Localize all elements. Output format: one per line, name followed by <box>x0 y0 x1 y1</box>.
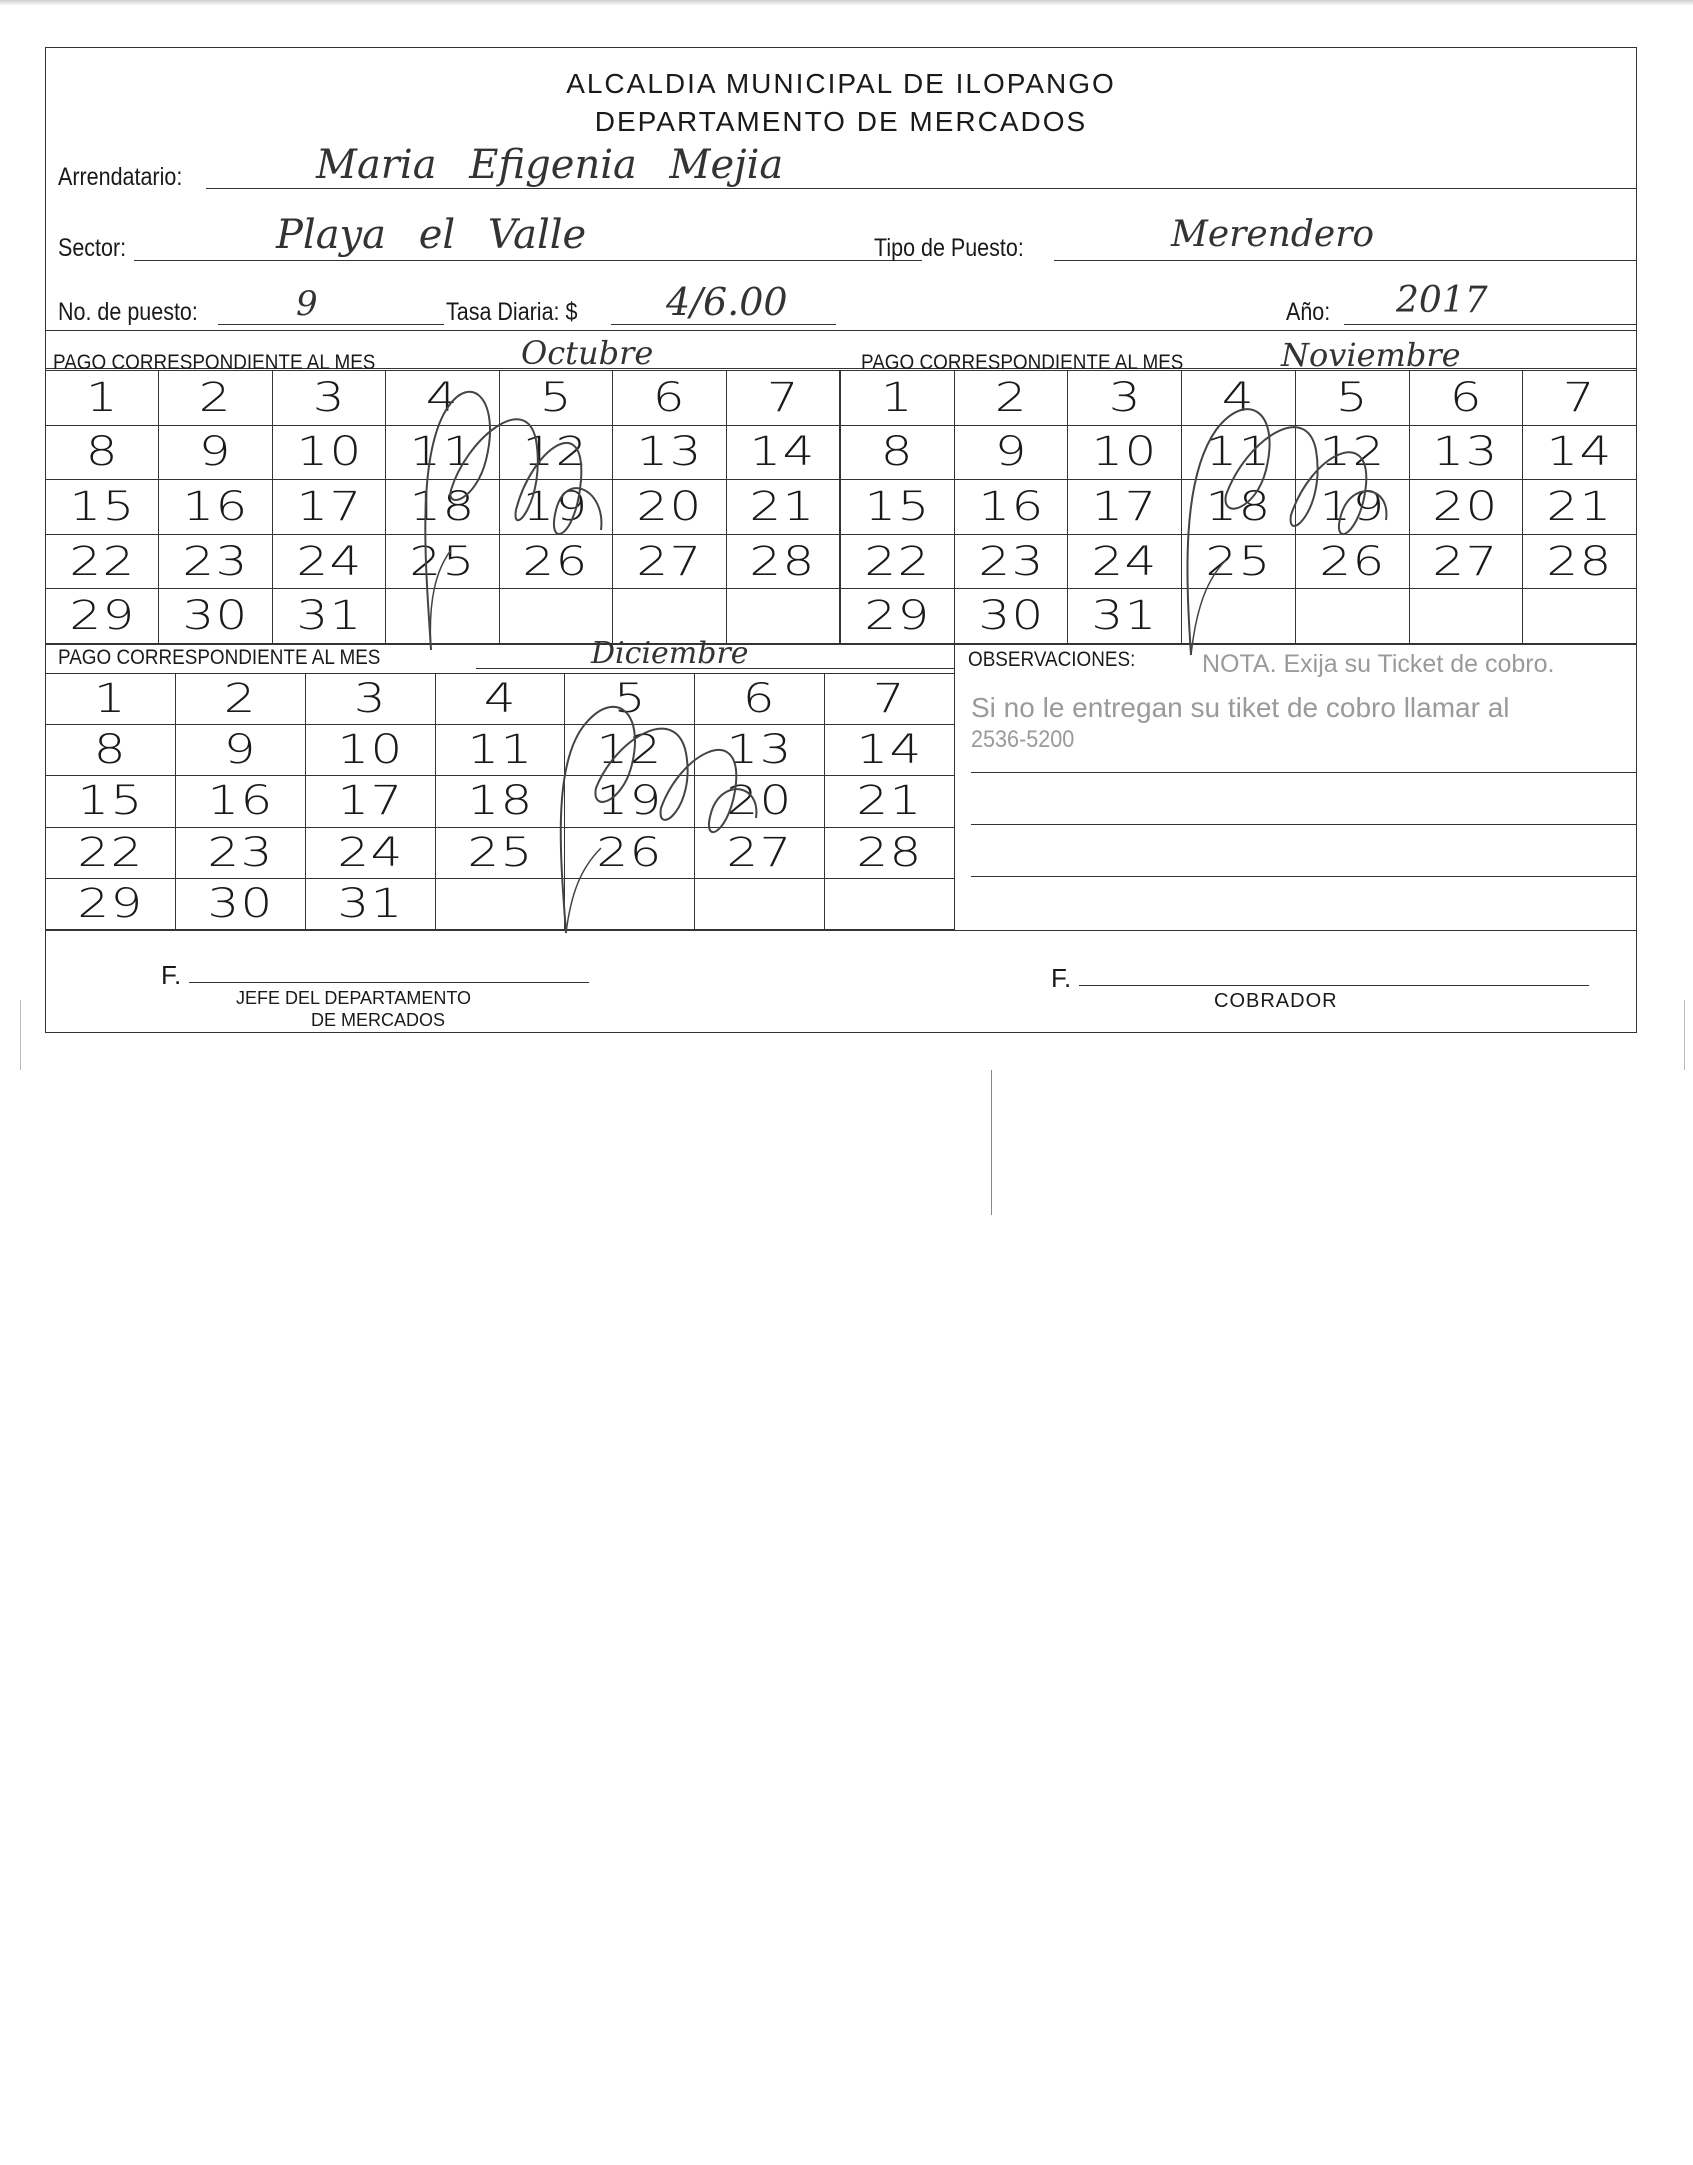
day-cell: 4 <box>1182 371 1296 426</box>
day-cell: 16 <box>954 480 1068 535</box>
day-cell: 1 <box>841 371 955 426</box>
tipo-puesto-value: Merendero <box>1171 214 1375 255</box>
cobrador-signature-line <box>1079 985 1589 986</box>
day-cell: 12 <box>1295 425 1409 480</box>
day-cell <box>825 878 955 929</box>
observaciones-note-3: 2536-5200 <box>971 726 1075 753</box>
day-cell: 17 <box>1068 480 1182 535</box>
day-cell: 31 <box>272 589 385 644</box>
day-cell: 16 <box>175 776 305 827</box>
day-cell <box>1523 589 1637 644</box>
day-cell: 27 <box>613 534 726 589</box>
day-cell: 28 <box>825 827 955 878</box>
month-2-value: Noviembre <box>1281 336 1461 374</box>
divider-fields <box>46 330 1636 331</box>
table-row <box>46 674 955 725</box>
day-cell: 6 <box>695 674 825 725</box>
day-cell: 11 <box>386 425 499 480</box>
arrendatario-line <box>206 188 1636 189</box>
day-cell: 10 <box>1068 425 1182 480</box>
day-cell: 16 <box>159 480 272 535</box>
table-row <box>46 878 955 929</box>
day-cell: 5 <box>1295 371 1409 426</box>
scan-mark-left <box>20 1000 21 1070</box>
day-cell: 14 <box>825 725 955 776</box>
day-cell: 3 <box>1068 371 1182 426</box>
day-cell: 11 <box>435 725 565 776</box>
month-3-value: Diciembre <box>591 636 749 671</box>
observaciones-line-1 <box>971 772 1636 773</box>
day-cell: 12 <box>499 425 612 480</box>
tasa-diaria-line <box>611 324 836 325</box>
day-cell: 21 <box>825 776 955 827</box>
arrendatario-label: Arrendatario: <box>58 163 183 191</box>
day-cell: 27 <box>695 827 825 878</box>
day-cell: 31 <box>1068 589 1182 644</box>
day-cell: 4 <box>386 371 499 426</box>
anio-label: Año: <box>1286 298 1331 326</box>
day-cell: 19 <box>1295 480 1409 535</box>
day-cell: 10 <box>305 725 435 776</box>
day-cell: 8 <box>46 425 159 480</box>
day-cell: 26 <box>499 534 612 589</box>
day-cell: 27 <box>1409 534 1523 589</box>
day-cell: 29 <box>841 589 955 644</box>
month-2-label: PAGO CORRESPONDIENTE AL MES <box>861 351 1184 374</box>
day-cell: 12 <box>565 725 695 776</box>
anio-value: 2017 <box>1396 280 1488 321</box>
observaciones-note-1: NOTA. Exija su Ticket de cobro. <box>1202 650 1555 678</box>
day-cell: 6 <box>613 371 726 426</box>
day-cell: 13 <box>695 725 825 776</box>
tipo-puesto-label: Tipo de Puesto: <box>874 234 1024 262</box>
day-cell: 13 <box>1409 425 1523 480</box>
cobrador-title: COBRADOR <box>1214 990 1338 1012</box>
day-cell: 3 <box>305 674 435 725</box>
anio-line <box>1344 324 1636 325</box>
tasa-diaria-value: 4/6.00 <box>666 280 788 324</box>
day-cell: 9 <box>175 725 305 776</box>
day-cell: 7 <box>1523 371 1637 426</box>
day-cell: 30 <box>954 589 1068 644</box>
day-cell: 28 <box>1523 534 1637 589</box>
day-cell: 2 <box>159 371 272 426</box>
day-cell: 17 <box>272 480 385 535</box>
observaciones-note-2: Si no le entregan su tiket de cobro llamar al <box>971 692 1510 723</box>
day-cell: 24 <box>272 534 385 589</box>
divider-signatures <box>46 930 1636 931</box>
day-cell: 15 <box>841 480 955 535</box>
day-cell: 6 <box>1409 371 1523 426</box>
observaciones-divider <box>954 644 955 930</box>
observaciones-label: OBSERVACIONES: <box>968 648 1136 671</box>
day-cell: 7 <box>726 371 839 426</box>
day-cell: 1 <box>46 674 176 725</box>
day-cell: 24 <box>1068 534 1182 589</box>
day-cell: 13 <box>613 425 726 480</box>
day-cell: 20 <box>1409 480 1523 535</box>
day-cell: 18 <box>1182 480 1296 535</box>
day-cell: 18 <box>435 776 565 827</box>
day-cell: 14 <box>1523 425 1637 480</box>
day-cell: 3 <box>272 371 385 426</box>
day-cell: 8 <box>46 725 176 776</box>
center-fold-mark <box>991 1070 992 1215</box>
day-cell: 23 <box>175 827 305 878</box>
day-cell: 2 <box>954 371 1068 426</box>
day-cell: 26 <box>1295 534 1409 589</box>
day-cell: 22 <box>46 534 159 589</box>
sector-value: Playa el Valle <box>276 212 587 258</box>
day-cell: 14 <box>726 425 839 480</box>
tasa-diaria-label: Tasa Diaria: $ <box>446 298 578 326</box>
table-row <box>46 827 955 878</box>
day-cell: 23 <box>954 534 1068 589</box>
day-cell: 25 <box>435 827 565 878</box>
day-cell: 23 <box>159 534 272 589</box>
day-cell: 18 <box>386 480 499 535</box>
payment-card <box>45 47 1637 1033</box>
day-cell: 5 <box>565 674 695 725</box>
sector-line <box>134 260 922 261</box>
month-2-signature <box>1171 370 1441 660</box>
day-cell: 4 <box>435 674 565 725</box>
day-cell: 26 <box>565 827 695 878</box>
day-cell: 20 <box>695 776 825 827</box>
day-cell: 7 <box>825 674 955 725</box>
day-cell: 28 <box>726 534 839 589</box>
arrendatario-value: Maria Efigenia Mejia <box>316 142 784 188</box>
day-cell: 10 <box>272 425 385 480</box>
day-cell: 24 <box>305 827 435 878</box>
calendar-grid-month-3 <box>45 673 955 930</box>
tipo-puesto-line <box>1054 260 1636 261</box>
month-1-value: Octubre <box>521 334 654 372</box>
day-cell: 19 <box>565 776 695 827</box>
month-3-label: PAGO CORRESPONDIENTE AL MES <box>58 646 381 669</box>
table-row <box>46 725 955 776</box>
day-cell: 9 <box>954 425 1068 480</box>
day-cell: 21 <box>726 480 839 535</box>
no-puesto-value: 9 <box>296 284 318 324</box>
day-cell: 30 <box>159 589 272 644</box>
day-cell: 25 <box>386 534 499 589</box>
day-cell: 19 <box>499 480 612 535</box>
sector-label: Sector: <box>58 234 127 262</box>
month-3-signature <box>536 673 806 943</box>
day-cell: 21 <box>1523 480 1637 535</box>
header-line-1: ALCALDIA MUNICIPAL DE ILOPANGO <box>566 68 1116 99</box>
day-cell: 31 <box>305 878 435 929</box>
day-cell: 25 <box>1182 534 1296 589</box>
day-cell: 11 <box>1182 425 1296 480</box>
month-1-signature <box>406 370 666 660</box>
cobrador-signature-prefix: F. <box>1051 963 1072 993</box>
day-cell: 1 <box>46 371 159 426</box>
day-cell: 5 <box>499 371 612 426</box>
day-cell: 8 <box>841 425 955 480</box>
day-cell: 17 <box>305 776 435 827</box>
day-cell: 30 <box>175 878 305 929</box>
day-cell: 29 <box>46 589 159 644</box>
day-cell: 9 <box>159 425 272 480</box>
day-cell: 15 <box>46 480 159 535</box>
jefe-signature-prefix: F. <box>161 960 182 990</box>
observaciones-line-2 <box>971 824 1636 825</box>
scan-edge <box>0 0 1693 6</box>
day-cell: 29 <box>46 878 176 929</box>
day-cell: 2 <box>175 674 305 725</box>
jefe-title-line-2: DE MERCADOS <box>311 1010 446 1030</box>
observaciones-line-3 <box>971 876 1636 877</box>
no-puesto-label: No. de puesto: <box>58 298 198 326</box>
day-cell: 20 <box>613 480 726 535</box>
day-cell: 22 <box>46 827 176 878</box>
jefe-title-line-1: JEFE DEL DEPARTAMENTO <box>236 988 472 1008</box>
table-row <box>46 776 955 827</box>
header-line-2: DEPARTAMENTO DE MERCADOS <box>594 106 1088 137</box>
scan-mark-right <box>1684 1000 1685 1070</box>
no-puesto-line <box>218 324 444 325</box>
jefe-signature-line <box>189 982 589 983</box>
day-cell: 15 <box>46 776 176 827</box>
day-cell: 22 <box>841 534 955 589</box>
month-1-label: PAGO CORRESPONDIENTE AL MES <box>53 351 376 374</box>
